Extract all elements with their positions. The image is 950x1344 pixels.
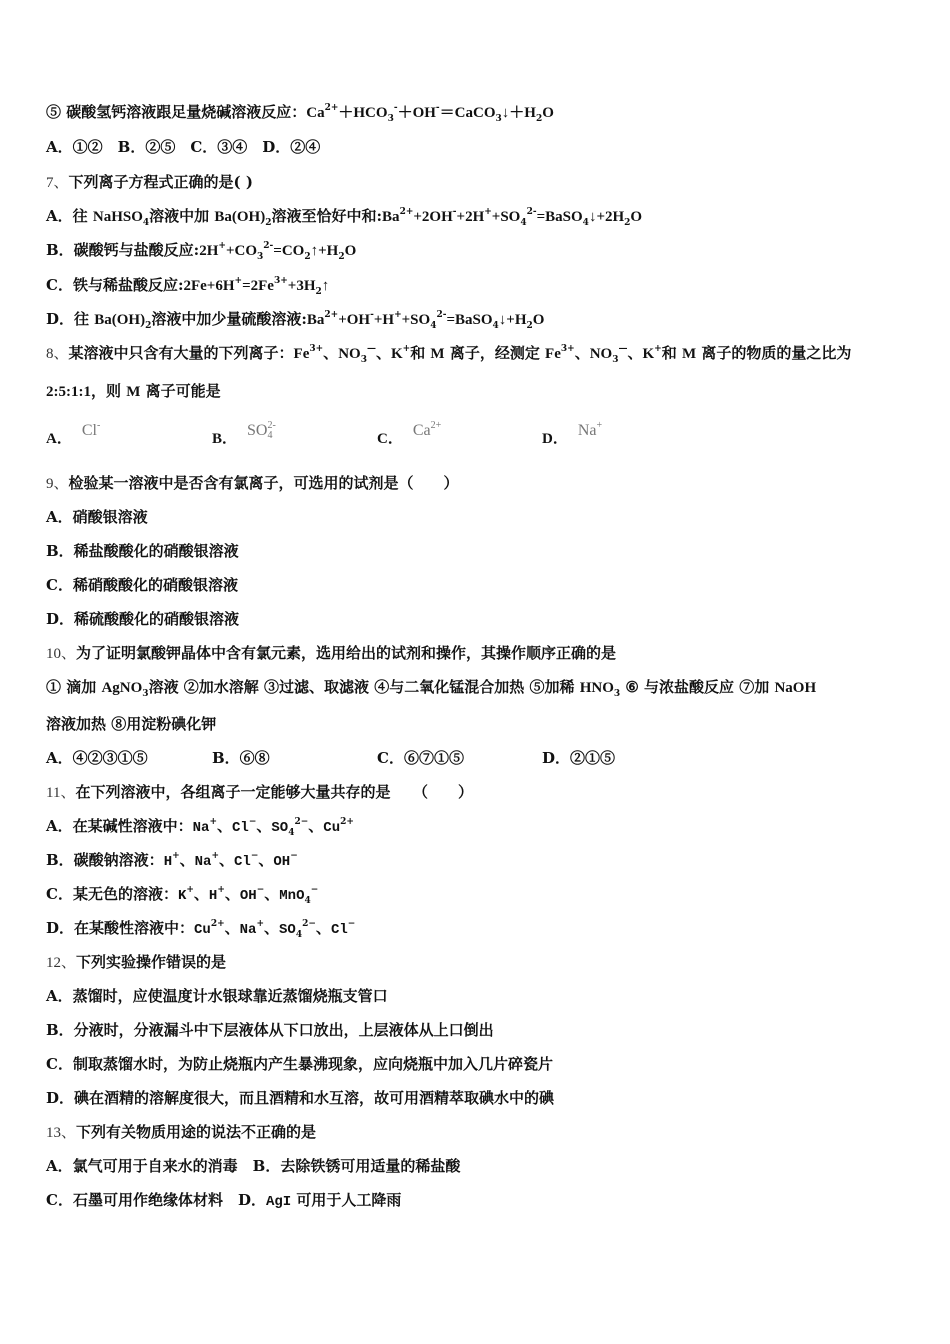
text-segment: HNO bbox=[579, 680, 614, 696]
supscript: − bbox=[256, 885, 265, 895]
text-segment: NO bbox=[338, 346, 361, 362]
text-segment: A．蒸馏时，应使温度计水银球靠近蒸馏烧瓶支管口 bbox=[46, 987, 388, 1005]
text-segment: Na bbox=[194, 854, 212, 870]
q10-option: A．④②③①⑤ bbox=[46, 749, 148, 767]
text-segment: 溶液至恰好中和: bbox=[271, 207, 383, 225]
supscript: − bbox=[250, 851, 259, 861]
supscript: - bbox=[435, 103, 440, 113]
ion-formula-image bbox=[247, 420, 276, 442]
text-line-q9-B bbox=[46, 541, 239, 561]
text-line-q9-A bbox=[46, 507, 148, 527]
ion-formula-image bbox=[577, 419, 603, 439]
text-segment: 2H bbox=[199, 243, 219, 259]
text-segment: Na bbox=[192, 820, 210, 836]
text-segment: Ba(OH) bbox=[94, 312, 146, 328]
text-segment: 、 bbox=[264, 885, 280, 903]
option-label: A． bbox=[46, 431, 72, 447]
supscript: 2− bbox=[294, 817, 309, 827]
text-segment: 下列实验操作错误的是 bbox=[76, 953, 227, 971]
text-line-q7-C bbox=[46, 275, 329, 296]
text-line-q10-stem bbox=[46, 643, 616, 664]
charge: - bbox=[96, 419, 101, 431]
supscript: + bbox=[211, 851, 220, 861]
supscript: + bbox=[256, 919, 265, 929]
text-segment: ＋HCO bbox=[338, 105, 388, 121]
text-line-q7-A bbox=[46, 206, 642, 227]
text-segment: A．硝酸银溶液 bbox=[46, 508, 148, 526]
supscript: + bbox=[186, 885, 194, 895]
text-line-q12-A bbox=[46, 986, 388, 1006]
q8-option bbox=[212, 420, 276, 449]
text-segment: ＝CaCO bbox=[439, 105, 496, 121]
text-segment: Cl bbox=[232, 820, 249, 836]
text-segment: +H bbox=[373, 312, 395, 328]
supscript: + bbox=[209, 817, 217, 827]
text-segment: M bbox=[681, 346, 697, 362]
text-segment: 离子的物质的量之比为 bbox=[696, 344, 852, 362]
text-segment: 、 bbox=[308, 817, 324, 835]
supscript: 2- bbox=[436, 310, 447, 320]
supscript: 2− bbox=[302, 919, 316, 929]
text-segment: 、 bbox=[264, 919, 280, 937]
subscript: 4 bbox=[304, 896, 311, 906]
text-segment: Fe bbox=[293, 346, 310, 362]
subscript: 3 bbox=[257, 252, 264, 262]
text-segment: Ba(OH) bbox=[214, 209, 266, 225]
subscript: 4 bbox=[295, 930, 303, 940]
text-segment: A．往 bbox=[46, 207, 93, 225]
supscript: - bbox=[393, 103, 398, 113]
text-segment: OH bbox=[273, 854, 291, 870]
ion-formula-image bbox=[412, 419, 442, 439]
subscript: 4 bbox=[492, 321, 499, 331]
text-line-q9-D bbox=[46, 609, 239, 629]
text-segment: NaOH bbox=[774, 680, 817, 696]
subscript: 3 bbox=[142, 689, 149, 699]
supscript: + bbox=[654, 344, 662, 354]
text-segment: Cl bbox=[330, 922, 348, 938]
text-segment: K bbox=[177, 888, 187, 904]
q8-option bbox=[377, 419, 442, 449]
text-line-q7-D bbox=[46, 309, 544, 330]
text-segment: ⑤ 碳酸氢钙溶液跟足量烧碱溶液反应： bbox=[46, 103, 307, 121]
subscript: 2 bbox=[265, 218, 272, 228]
text-segment: O bbox=[532, 312, 545, 328]
supscript: + bbox=[394, 310, 402, 320]
text-line-q9-C bbox=[46, 575, 238, 595]
text-segment: B．稀盐酸酸化的硝酸银溶液 bbox=[46, 542, 239, 560]
text-segment: 可用于人工降雨 bbox=[291, 1191, 402, 1209]
supscript: 2+ bbox=[210, 919, 225, 929]
text-line-q6-options bbox=[46, 137, 320, 157]
text-segment: M bbox=[126, 384, 141, 400]
text-segment: OH bbox=[239, 888, 257, 904]
text-segment: C．稀硝酸酸化的硝酸银溶液 bbox=[46, 576, 238, 594]
subscript: 2 bbox=[526, 321, 533, 331]
text-segment: SO bbox=[271, 820, 289, 836]
subscript: 2 bbox=[304, 252, 311, 262]
text-segment: 在下列溶液中，各组离子一定能够大量共存的是 （ ） bbox=[75, 783, 473, 801]
ion-formula-image bbox=[81, 419, 101, 439]
supscript: 2+ bbox=[324, 103, 339, 113]
supscript: - bbox=[370, 310, 374, 320]
supscript: 3+ bbox=[309, 344, 324, 354]
text-segment: 9、 bbox=[46, 476, 69, 492]
supscript: + bbox=[217, 885, 225, 895]
text-segment: ↓+H bbox=[498, 312, 527, 328]
supscript: + bbox=[402, 344, 411, 354]
text-segment: 溶液 ②加水溶解 ③过滤、取滤液 ④与二氧化锰混合加热 ⑤加稀 bbox=[148, 678, 580, 696]
text-segment: Ca bbox=[306, 105, 325, 121]
text-segment: ，则 bbox=[91, 382, 127, 400]
text-segment: Ba bbox=[382, 209, 400, 225]
subscript: 3 bbox=[495, 114, 502, 124]
subscript: 2 bbox=[315, 287, 322, 297]
text-line-q13-CD bbox=[46, 1190, 401, 1212]
text-line-q10-steps-1 bbox=[46, 677, 816, 698]
subscript: 4 bbox=[288, 828, 295, 838]
text-segment: 2Fe+6H bbox=[183, 278, 235, 294]
ion-symbol: Cl bbox=[81, 422, 97, 439]
text-line-q12-C bbox=[46, 1054, 553, 1074]
text-segment: 某溶液中只含有大量的下列离子： bbox=[68, 344, 294, 362]
subscript: 3 bbox=[612, 355, 619, 365]
ion-symbol: Ca bbox=[412, 422, 431, 439]
charge-stack bbox=[267, 421, 275, 441]
text-segment: Cl bbox=[234, 854, 251, 870]
text-segment: Cu bbox=[194, 922, 211, 938]
text-segment: K bbox=[642, 346, 655, 362]
text-line-q7-B bbox=[46, 240, 356, 261]
text-segment: B．分液时，分液漏斗中下层液体从下口放出，上层液体从上口倒出 bbox=[46, 1021, 494, 1039]
text-segment: 12、 bbox=[46, 955, 77, 971]
text-line-q13-stem bbox=[46, 1122, 316, 1143]
text-segment: 11、 bbox=[46, 785, 76, 801]
text-segment: 下列有关物质用途的说法不正确的是 bbox=[76, 1123, 317, 1141]
text-segment: 、 bbox=[574, 344, 590, 362]
charge: 2- bbox=[267, 420, 276, 432]
text-segment: C．某无色的溶液： bbox=[46, 885, 178, 903]
text-segment: 13、 bbox=[46, 1125, 77, 1141]
text-segment: MnO bbox=[279, 888, 305, 904]
text-segment: 溶液中加 bbox=[149, 207, 215, 225]
text-segment: 离子，经测定 bbox=[444, 344, 546, 362]
supscript: + bbox=[484, 207, 492, 217]
text-segment: 和 bbox=[410, 344, 431, 362]
text-segment: =BaSO bbox=[536, 209, 583, 225]
text-segment: SO bbox=[279, 922, 296, 938]
q8-option bbox=[542, 419, 603, 449]
text-segment: B．碳酸钠溶液： bbox=[46, 851, 164, 869]
supscript: 2+ bbox=[399, 207, 414, 217]
text-segment: 、 bbox=[256, 817, 272, 835]
text-segment: 为了证明氯酸钾晶体中含有氯元素，选用给出的试剂和操作，其操作顺序正确的是 bbox=[76, 644, 617, 662]
text-segment: 、 bbox=[258, 851, 274, 869]
text-line-q9-stem bbox=[46, 473, 459, 494]
text-segment: +CO bbox=[225, 243, 257, 259]
text-segment: ＋OH bbox=[397, 105, 436, 121]
text-segment: 、 bbox=[323, 344, 339, 362]
supscript: - bbox=[452, 207, 457, 217]
charge: 2+ bbox=[430, 419, 442, 431]
text-segment: 、 bbox=[219, 851, 235, 869]
text-segment: =BaSO bbox=[446, 312, 493, 328]
text-segment: ⑥ 与浓盐酸反应 ⑦加 bbox=[620, 678, 775, 696]
text-line-q13-AB bbox=[46, 1156, 460, 1176]
supscript: − bbox=[310, 885, 319, 895]
text-segment: 、 bbox=[179, 851, 195, 869]
text-segment: O bbox=[542, 105, 554, 121]
text-line-q7-stem bbox=[46, 172, 253, 193]
text-segment: ↑+H bbox=[310, 243, 339, 259]
supscript: − bbox=[290, 851, 298, 861]
text-segment: 、 bbox=[193, 885, 209, 903]
supscript: + bbox=[234, 276, 243, 286]
option-label: D． bbox=[542, 431, 568, 447]
text-line-q12-B bbox=[46, 1020, 494, 1040]
ion-symbol: SO bbox=[247, 422, 268, 439]
text-segment: 、 bbox=[224, 919, 240, 937]
text-segment: 2:5:1:1 bbox=[46, 384, 91, 400]
subscript: 3 bbox=[613, 689, 621, 699]
text-segment: O bbox=[344, 243, 357, 259]
text-segment: 、 bbox=[217, 817, 233, 835]
text-segment: 、 bbox=[627, 344, 643, 362]
text-line-q11-B bbox=[46, 850, 298, 872]
subscript: 2 bbox=[535, 114, 543, 124]
supscript: − bbox=[347, 919, 356, 929]
text-segment: 离子可能是 bbox=[140, 382, 221, 400]
text-segment: AgNO bbox=[101, 680, 143, 696]
text-segment: B．碳酸钙与盐酸反应: bbox=[46, 241, 200, 259]
text-segment: C．铁与稀盐酸反应: bbox=[46, 276, 184, 294]
text-segment: H bbox=[163, 854, 173, 870]
text-segment: +2OH bbox=[413, 209, 453, 225]
text-line-q6-item5 bbox=[46, 102, 554, 123]
text-segment: ↑ bbox=[321, 278, 330, 294]
text-segment: =CO bbox=[273, 243, 305, 259]
text-segment: +SO bbox=[491, 209, 521, 225]
supscript: 2+ bbox=[324, 310, 339, 320]
text-segment: C．石墨可用作绝缘体材料 D． bbox=[46, 1191, 266, 1209]
text-line-q11-A bbox=[46, 816, 354, 838]
supscript: − bbox=[248, 817, 257, 827]
text-segment: ① 滴加 bbox=[46, 678, 102, 696]
text-segment: AgI bbox=[265, 1194, 292, 1210]
supscript: 2+ bbox=[340, 817, 354, 827]
text-segment: ↓+2H bbox=[588, 209, 625, 225]
text-line-q10-steps-2 bbox=[46, 714, 216, 734]
text-segment: D．碘在酒精的溶解度很大，而且酒精和水互溶，故可用酒精萃取碘水中的碘 bbox=[46, 1089, 555, 1107]
subscript: 2 bbox=[624, 218, 631, 228]
text-segment: A．氯气可用于自来水的消毒 B．去除铁锈可用适量的稀盐酸 bbox=[46, 1157, 461, 1175]
text-segment: A．①② B．②⑤ C．③④ D．②④ bbox=[46, 138, 321, 156]
text-line-q12-stem bbox=[46, 952, 226, 973]
text-segment: C．制取蒸馏水时，为防止烧瓶内产生暴沸现象，应向烧瓶中加入几片碎瓷片 bbox=[46, 1055, 553, 1073]
text-segment: Na bbox=[239, 922, 257, 938]
q10-option: C．⑥⑦①⑤ bbox=[377, 749, 464, 767]
subscript: 3 bbox=[387, 114, 394, 124]
text-line-q11-C bbox=[46, 884, 318, 906]
text-segment: +OH bbox=[338, 312, 371, 328]
supscript: 3+ bbox=[560, 344, 575, 354]
text-segment: D．稀硫酸酸化的硝酸银溶液 bbox=[46, 610, 240, 628]
supscript: + bbox=[218, 241, 226, 251]
subscript: 4 bbox=[430, 321, 437, 331]
supscript: 2- bbox=[526, 207, 537, 217]
q10-option: D．②①⑤ bbox=[542, 749, 616, 767]
subscript: 4 bbox=[582, 218, 589, 228]
text-segment: +SO bbox=[401, 312, 431, 328]
text-line-q8-stem-1 bbox=[46, 343, 851, 364]
text-segment: A．在某碱性溶液中： bbox=[46, 817, 193, 835]
text-segment: O bbox=[630, 209, 643, 225]
q10-option: B．⑥⑧ bbox=[212, 749, 270, 767]
text-segment: 、 bbox=[375, 344, 391, 362]
text-segment: +3H bbox=[287, 278, 316, 294]
text-segment: 8、 bbox=[46, 346, 69, 362]
subscript: 3 bbox=[360, 355, 367, 365]
text-segment: M bbox=[430, 346, 445, 362]
q8-option bbox=[46, 419, 101, 449]
text-line-q12-D bbox=[46, 1088, 554, 1108]
supscript: 2- bbox=[263, 241, 274, 251]
text-segment: Fe bbox=[545, 346, 561, 362]
text-segment: D．在某酸性溶液中： bbox=[46, 919, 195, 937]
text-segment: NO bbox=[589, 346, 613, 362]
charge: + bbox=[596, 419, 603, 431]
text-segment: 10、 bbox=[46, 646, 77, 662]
text-segment: Cu bbox=[323, 820, 341, 836]
text-segment: +2H bbox=[456, 209, 485, 225]
text-segment: ↓＋H bbox=[501, 105, 536, 121]
text-segment: K bbox=[390, 346, 403, 362]
text-segment: 下列离子方程式正确的是( ) bbox=[68, 173, 253, 191]
supscript: 3+ bbox=[273, 276, 288, 286]
option-label: C． bbox=[377, 431, 403, 447]
text-line-q8-stem-2 bbox=[46, 381, 221, 402]
text-segment: Ba bbox=[306, 312, 325, 328]
text-segment: 溶液加热 ⑧用淀粉碘化钾 bbox=[46, 715, 217, 733]
text-segment: 7、 bbox=[46, 175, 69, 191]
text-line-q11-D bbox=[46, 918, 355, 940]
subscript: 4 bbox=[520, 218, 527, 228]
subscript: 2 bbox=[338, 252, 345, 262]
text-segment: H bbox=[208, 888, 218, 904]
ion-symbol: Na bbox=[577, 422, 597, 439]
supscript: — bbox=[366, 344, 376, 354]
text-segment: 检验某一溶液中是否含有氯离子，可选用的试剂是（ ） bbox=[68, 474, 459, 492]
subscript: 2 bbox=[145, 321, 152, 331]
supscript: — bbox=[618, 344, 628, 354]
subscript: 4 bbox=[142, 218, 150, 228]
text-segment: 溶液中加少量硫酸溶液: bbox=[151, 310, 307, 328]
text-segment: 和 bbox=[661, 344, 682, 362]
supscript: + bbox=[172, 851, 180, 861]
subscript-count: 4 bbox=[267, 430, 273, 442]
text-segment: D．往 bbox=[46, 310, 95, 328]
text-segment: 、 bbox=[224, 885, 240, 903]
text-segment: =2Fe bbox=[242, 278, 274, 294]
text-line-q11-stem bbox=[46, 782, 473, 803]
text-segment: NaHSO bbox=[92, 209, 143, 225]
text-segment: 、 bbox=[315, 919, 331, 937]
option-label: B． bbox=[212, 431, 238, 447]
